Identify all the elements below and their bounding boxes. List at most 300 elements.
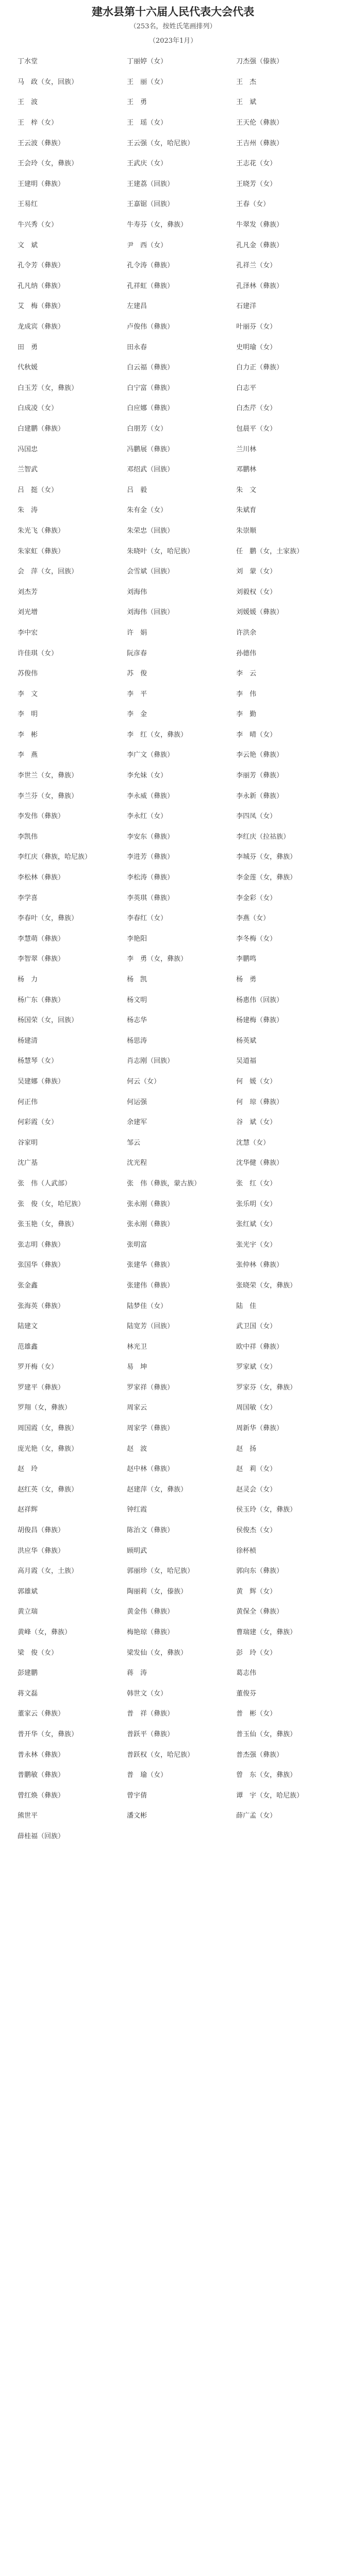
member-row (0, 1641, 346, 1662)
member-name: 卢俊伟（彝族） (127, 323, 174, 331)
member-row (0, 50, 346, 71)
member-name: 何 琼（彝族） (236, 1098, 284, 1106)
member-name: 李中宏 (18, 629, 38, 637)
member-name: 普跃权（女，哈尼族） (127, 1751, 194, 1759)
member-name: 李春红（女） (127, 914, 168, 923)
member-name: 李 燕 (18, 751, 38, 759)
member-name: 朱晓叶（女，哈尼族） (127, 547, 194, 555)
member-name: 李红庆（拉祜族） (236, 833, 290, 841)
member-name: 张 伟（人武部） (18, 1179, 72, 1188)
member-name: 李广文（彝族） (127, 751, 174, 759)
member-name: 李 文 (18, 690, 38, 698)
member-name: 周国敏（女） (236, 1404, 277, 1412)
member-name: 张志明（彝族） (18, 1241, 65, 1249)
member-name: 王天伦（彝族） (236, 119, 284, 127)
member-name: 白力正（彝族） (236, 364, 284, 372)
member-name: 陆宽芳（回族） (127, 1323, 174, 1331)
member-row (0, 805, 346, 826)
member-name: 张晓荣（女，彝族） (236, 1281, 297, 1290)
member-name: 李云艳（彝族） (236, 751, 284, 759)
member-name: 张永刚（彝族） (127, 1221, 174, 1229)
member-row (0, 1417, 346, 1438)
member-name: 洪应华（彝族） (18, 1547, 65, 1555)
member-row (0, 540, 346, 561)
member-name: 郭雄斌 (18, 1587, 38, 1596)
member-name: 王云强（女，哈尼族） (127, 139, 194, 147)
member-name: 张建伟（彝族） (127, 1281, 174, 1290)
member-row (0, 1193, 346, 1213)
member-name: 杨建清 (18, 1037, 38, 1045)
member-row (0, 1233, 346, 1254)
member-row (0, 1295, 346, 1315)
member-name: 李春叶（女，彝族） (18, 914, 78, 923)
member-name: 普永林（彝族） (18, 1751, 65, 1759)
member-name: 孔凡纳（彝族） (18, 282, 65, 290)
member-name: 李发伟（彝族） (18, 812, 65, 821)
member-name: 赵建萍（女，彝族） (127, 1485, 188, 1494)
member-row (0, 1764, 346, 1785)
member-name: 张 俊（女，哈尼族） (18, 1200, 85, 1208)
member-name: 任 鹏（女，土家族） (236, 547, 304, 555)
member-name: 李鹏鸣 (236, 955, 257, 963)
member-name: 代秋媛 (18, 364, 38, 372)
member-name: 刘杰芳 (18, 588, 38, 596)
member-name: 沈华健（彝族） (236, 1159, 284, 1167)
member-name: 熊世平 (18, 1812, 38, 1820)
member-row (0, 418, 346, 438)
member-name: 李燕（女） (236, 914, 270, 923)
member-name: 王武庆（女） (127, 160, 168, 168)
member-name: 曾宇倩 (127, 1791, 147, 1800)
member-name: 李丽芳（彝族） (236, 772, 284, 780)
member-name: 普杰强（彝族） (236, 1751, 284, 1759)
member-row (0, 1743, 346, 1764)
member-row (0, 377, 346, 398)
subtitle-date: （2023年1月） (149, 37, 197, 45)
member-name: 黄 辉（女） (236, 1587, 277, 1596)
member-name: 史明瑜（女） (236, 343, 277, 351)
member-name: 易 坤 (127, 1363, 147, 1371)
member-name: 李 晴（女） (236, 731, 277, 739)
member-name: 杨惠伟（回族） (236, 996, 284, 1004)
member-name: 王建明（彝族） (18, 180, 65, 188)
member-row (0, 459, 346, 479)
member-name: 李 勤 (236, 710, 257, 719)
member-row (0, 1437, 346, 1458)
member-name: 牛兴秀（女） (18, 221, 58, 229)
member-name: 罗翔（女，彝族） (18, 1404, 72, 1412)
member-name: 李允妹（女） (127, 772, 168, 780)
member-name: 肖志刚（回族） (127, 1057, 174, 1065)
member-row (0, 1581, 346, 1601)
member-name: 张海英（彝族） (18, 1302, 65, 1310)
member-row (0, 275, 346, 296)
member-name: 王吉州（彝族） (236, 139, 284, 147)
member-row (0, 1030, 346, 1050)
member-row (0, 1050, 346, 1071)
member-list (0, 50, 346, 1845)
member-name: 罗家祥（彝族） (127, 1383, 174, 1392)
member-row (0, 703, 346, 724)
member-row (0, 907, 346, 928)
member-name: 王会玲（女，彝族） (18, 160, 78, 168)
member-name: 白志平 (236, 384, 257, 392)
member-row (0, 112, 346, 132)
member-name: 武卫国（女） (236, 1323, 277, 1331)
member-name: 孔凡金（彝族） (236, 241, 284, 249)
member-row (0, 887, 346, 907)
member-name: 朱 文 (236, 486, 257, 494)
member-name: 杨建梅（彝族） (236, 1016, 284, 1025)
member-name: 徐杯桢 (236, 1547, 257, 1555)
member-name: 王 勇 (127, 98, 147, 107)
member-name: 吴建娜（彝族） (18, 1077, 65, 1086)
member-name: 范雄鑫 (18, 1343, 38, 1351)
member-name: 赵灵会（女） (236, 1485, 277, 1494)
member-name: 李慧萌（彝族） (18, 935, 65, 943)
member-row (0, 152, 346, 173)
member-name: 薛广孟（女） (236, 1812, 277, 1820)
member-name: 普 彬（女） (236, 1710, 277, 1718)
member-name: 吕 挺（女） (18, 486, 58, 494)
member-name: 王 梓（女） (18, 119, 58, 127)
member-name: 杨文明 (127, 996, 147, 1004)
member-row (0, 1315, 346, 1336)
member-name: 冯国忠 (18, 445, 38, 453)
member-name: 葛志伟 (236, 1669, 257, 1677)
member-name: 陶丽莉（女，傣族） (127, 1587, 188, 1596)
member-name: 李世兰（女，彝族） (18, 772, 78, 780)
member-name: 周国霞（女，彝族） (18, 1425, 78, 1433)
member-name: 蒋文磊 (18, 1689, 38, 1698)
member-name: 朱荣忠（回族） (127, 527, 174, 535)
member-name: 李 金 (127, 710, 147, 719)
member-name: 张 伟（彝族，蒙古族） (127, 1179, 201, 1188)
member-row (0, 91, 346, 112)
member-row (0, 1825, 346, 1846)
member-name: 邓鹏林 (236, 466, 257, 474)
member-name: 周家云 (127, 1404, 147, 1412)
member-name: 白杰芹（女） (236, 404, 277, 413)
member-name: 许 娟 (127, 629, 147, 637)
member-name: 罗开梅（女） (18, 1363, 58, 1371)
member-row (0, 234, 346, 255)
member-row (0, 1662, 346, 1683)
member-row (0, 765, 346, 785)
member-name: 杨 勇 (236, 976, 257, 984)
member-name: 何彩霞（女） (18, 1118, 58, 1127)
member-name: 普 祥（彝族） (127, 1710, 174, 1718)
member-name: 杨 凯 (127, 976, 147, 984)
member-name: 欧中祥（彝族） (236, 1343, 284, 1351)
member-name: 朱斌育 (236, 506, 257, 515)
member-row (0, 1539, 346, 1560)
member-name: 阮彦春 (127, 649, 147, 657)
member-name: 何正伟 (18, 1098, 38, 1106)
member-row (0, 1601, 346, 1621)
member-name: 赵祥辉 (18, 1506, 38, 1514)
member-name: 谷家明 (18, 1139, 38, 1147)
member-name: 王 瑶（女） (127, 119, 168, 127)
member-row (0, 479, 346, 499)
member-row (0, 1275, 346, 1295)
member-name: 张红斌（女） (236, 1221, 277, 1229)
member-name: 赵 玲 (18, 1465, 38, 1473)
member-name: 白应娜（彝族） (127, 404, 174, 413)
member-name: 梁发仙（女，彝族） (127, 1649, 188, 1657)
member-name: 李凯伟 (18, 833, 38, 841)
member-name: 会 萍（女，回族） (18, 568, 78, 576)
member-name: 侯玉玲（女，彝族） (236, 1506, 297, 1514)
member-row (0, 1009, 346, 1030)
member-name: 黄金伟（彝族） (127, 1608, 174, 1616)
member-name: 李松涛（彝族） (127, 874, 174, 882)
member-name: 吕 毅 (127, 486, 147, 494)
member-name: 王 波 (18, 98, 38, 107)
member-name: 蒋 涛 (127, 1669, 147, 1677)
member-name: 张玉艳（女，彝族） (18, 1221, 78, 1229)
member-row (0, 683, 346, 703)
member-name: 潘文彬 (127, 1812, 147, 1820)
member-name: 何云（女） (127, 1077, 161, 1086)
member-name: 普开华（女，彝族） (18, 1730, 78, 1738)
member-row (0, 132, 346, 152)
member-row (0, 867, 346, 887)
member-name: 赵红英（女，彝族） (18, 1485, 78, 1494)
member-name: 丁水堂 (18, 58, 38, 66)
member-name: 李红庆（彝族，哈尼族） (18, 853, 92, 861)
member-name: 陈治文（彝族） (127, 1527, 174, 1535)
member-row (0, 316, 346, 336)
member-name: 侯俊杰（女） (236, 1527, 277, 1535)
member-row (0, 1621, 346, 1642)
member-row (0, 928, 346, 948)
member-row (0, 622, 346, 642)
member-name: 李 勇（女，彝族） (127, 955, 188, 963)
member-row (0, 642, 346, 663)
member-name: 彭 玲（女） (236, 1649, 277, 1657)
member-name: 高月霞（女，土族） (18, 1567, 78, 1575)
member-row (0, 173, 346, 194)
member-name: 刘媛媛（彝族） (236, 608, 284, 617)
member-row (0, 1805, 346, 1825)
member-name: 朱 涛 (18, 506, 38, 515)
member-name: 罗家斌（女） (236, 1363, 277, 1371)
member-name: 许洪余 (236, 629, 257, 637)
member-name: 刘海伟（回族） (127, 608, 174, 617)
member-name: 包晨平（女） (236, 425, 277, 433)
member-name: 杨 力 (18, 976, 38, 984)
member-name: 黄立瑞 (18, 1608, 38, 1616)
member-name: 陆梦佳（女） (127, 1302, 168, 1310)
member-row (0, 1111, 346, 1132)
member-name: 顾明武 (127, 1547, 147, 1555)
member-name: 谷 斌（女） (236, 1118, 277, 1127)
member-name: 陆建文 (18, 1323, 38, 1331)
member-name: 普鹏敏（彝族） (18, 1771, 65, 1780)
member-name: 张光宇（女） (236, 1241, 277, 1249)
document-title: 建水县第十六届人民代表大会代表 (92, 5, 254, 18)
member-name: 曾红焕（彝族） (18, 1791, 65, 1800)
member-name: 王建荔（回族） (127, 180, 174, 188)
member-name: 兰川林 (236, 445, 257, 453)
member-row (0, 1335, 346, 1356)
member-row (0, 724, 346, 744)
member-name: 朱有金（女） (127, 506, 168, 515)
member-row (0, 1723, 346, 1744)
member-name: 梁 俊（女） (18, 1649, 58, 1657)
member-name: 李 彬 (18, 731, 38, 739)
member-name: 李 云 (236, 670, 257, 678)
member-name: 李兰芬（女，彝族） (18, 792, 78, 800)
member-name: 刘 蒙（女） (236, 568, 277, 576)
member-name: 李金莲（女，彝族） (236, 874, 297, 882)
member-name: 罗建平（彝族） (18, 1383, 65, 1392)
member-name: 王志花（女） (236, 160, 277, 168)
member-name: 孔祥兰（女） (236, 262, 277, 270)
member-row (0, 1519, 346, 1540)
member-row (0, 581, 346, 601)
member-row (0, 520, 346, 540)
member-row (0, 663, 346, 683)
member-name: 丁丽婷（女） (127, 58, 168, 66)
member-name: 刀杰强（傣族） (236, 58, 284, 66)
member-name: 李永新（彝族） (236, 792, 284, 800)
member-name: 普玉仙（女，彝族） (236, 1730, 297, 1738)
member-name: 孔令涛（彝族） (127, 262, 174, 270)
member-name: 张建华（彝族） (127, 1261, 174, 1269)
member-name: 沈光程 (127, 1159, 147, 1167)
member-name: 文 斌 (18, 241, 38, 249)
member-row (0, 744, 346, 765)
member-name: 冯鹏展（彝族） (127, 445, 174, 453)
member-name: 梅艳琼（彝族） (127, 1629, 174, 1637)
member-name: 许佳琪（女） (18, 649, 58, 657)
member-name: 白朋芳（女） (127, 425, 168, 433)
member-row (0, 969, 346, 989)
member-row (0, 499, 346, 520)
member-row (0, 71, 346, 92)
member-name: 会雪斌（回族） (127, 568, 174, 576)
member-row (0, 1499, 346, 1519)
member-row (0, 1071, 346, 1091)
member-name: 黄保全（彝族） (236, 1608, 284, 1616)
member-name: 钟红霞 (127, 1506, 147, 1514)
member-name: 白云福（彝族） (127, 364, 174, 372)
member-name: 刘光增 (18, 608, 38, 617)
member-name: 曾 东（女，彝族） (236, 1771, 297, 1780)
member-name: 黄峰（女，彝族） (18, 1629, 72, 1637)
member-name: 余建军 (127, 1118, 147, 1127)
member-row (0, 1356, 346, 1377)
member-name: 何运强 (127, 1098, 147, 1106)
member-name: 李金彩（女） (236, 894, 277, 902)
member-name: 薛桂福（回族） (18, 1832, 65, 1840)
member-name: 李四凤（女） (236, 812, 277, 821)
member-name: 陆 佳 (236, 1302, 257, 1310)
member-row (0, 1091, 346, 1111)
member-name: 孔祥虹（彝族） (127, 282, 174, 290)
member-name: 白玉芳（女，彝族） (18, 384, 78, 392)
member-row (0, 785, 346, 805)
member-name: 杨国荣（女，回族） (18, 1016, 78, 1025)
member-name: 李进芳（彝族） (127, 853, 174, 861)
member-name: 谭 宇（女，哈尼族） (236, 1791, 304, 1800)
member-name: 赵中林（彝族） (127, 1465, 174, 1473)
member-name: 沈慧（女） (236, 1139, 270, 1147)
member-name: 普 瑜（女） (127, 1771, 168, 1780)
member-row (0, 1254, 346, 1275)
member-name: 白建鹏（彝族） (18, 425, 65, 433)
member-name: 牛寿芬（女，彝族） (127, 221, 188, 229)
member-name: 李智翠（彝族） (18, 955, 65, 963)
member-name: 李松林（彝族） (18, 874, 65, 882)
member-name: 尹 西（女） (127, 241, 168, 249)
member-name: 林光卫 (127, 1343, 147, 1351)
member-row (0, 295, 346, 316)
member-name: 李 红（女，彝族） (127, 731, 188, 739)
member-name: 苏俊伟 (18, 670, 38, 678)
member-name: 艾 梅（彝族） (18, 302, 65, 311)
member-row (0, 561, 346, 581)
member-name: 李 明 (18, 710, 38, 719)
member-name: 龙成宾（彝族） (18, 323, 65, 331)
member-name: 王 丽（女） (127, 78, 168, 86)
member-name: 李 平 (127, 690, 147, 698)
member-name: 周家学（彝族） (127, 1425, 174, 1433)
member-name: 张永刚（彝族） (127, 1200, 174, 1208)
member-name: 郭丽珍（女，哈尼族） (127, 1567, 194, 1575)
member-name: 张金鑫 (18, 1281, 38, 1290)
member-name: 赵 扬 (236, 1445, 257, 1453)
member-name: 杨慧琴（女） (18, 1057, 58, 1065)
member-name: 张 红（女） (236, 1179, 277, 1188)
member-name: 田 勇 (18, 343, 38, 351)
member-row (0, 1377, 346, 1397)
member-name: 李 伟 (236, 690, 257, 698)
member-name: 王嘉锯（回族） (127, 200, 174, 209)
member-name: 王春（女） (236, 200, 270, 209)
member-row (0, 826, 346, 846)
member-name: 马 政（女，回族） (18, 78, 78, 86)
member-name: 韩世文（女） (127, 1689, 168, 1698)
subtitle-count: （253名，按姓氏笔画排列） (129, 23, 217, 30)
member-name: 吴道福 (236, 1057, 257, 1065)
member-name: 李安东（彝族） (127, 833, 174, 841)
member-name: 李永红（女） (127, 812, 168, 821)
member-name: 杨思涛 (127, 1037, 147, 1045)
member-row (0, 1683, 346, 1703)
member-name: 朱光飞（彝族） (18, 527, 65, 535)
member-name: 彭建鹏 (18, 1669, 38, 1677)
member-name: 张明富 (127, 1241, 147, 1249)
member-name: 董俊芬 (236, 1689, 257, 1698)
member-name: 张乐明（女） (236, 1200, 277, 1208)
member-name: 刘毅权（女） (236, 588, 277, 596)
member-name: 李学喜 (18, 894, 38, 902)
member-name: 左建昌 (127, 302, 147, 311)
member-name: 曹瑞建（女，彝族） (236, 1629, 297, 1637)
member-row (0, 397, 346, 418)
member-row (0, 357, 346, 377)
member-name: 郭向东（彝族） (236, 1567, 284, 1575)
member-row (0, 989, 346, 1009)
member-name: 张国华（彝族） (18, 1261, 65, 1269)
member-name: 杨志华 (127, 1016, 147, 1025)
member-row (0, 1784, 346, 1805)
member-row (0, 214, 346, 234)
member-name: 孙德伟 (236, 649, 257, 657)
